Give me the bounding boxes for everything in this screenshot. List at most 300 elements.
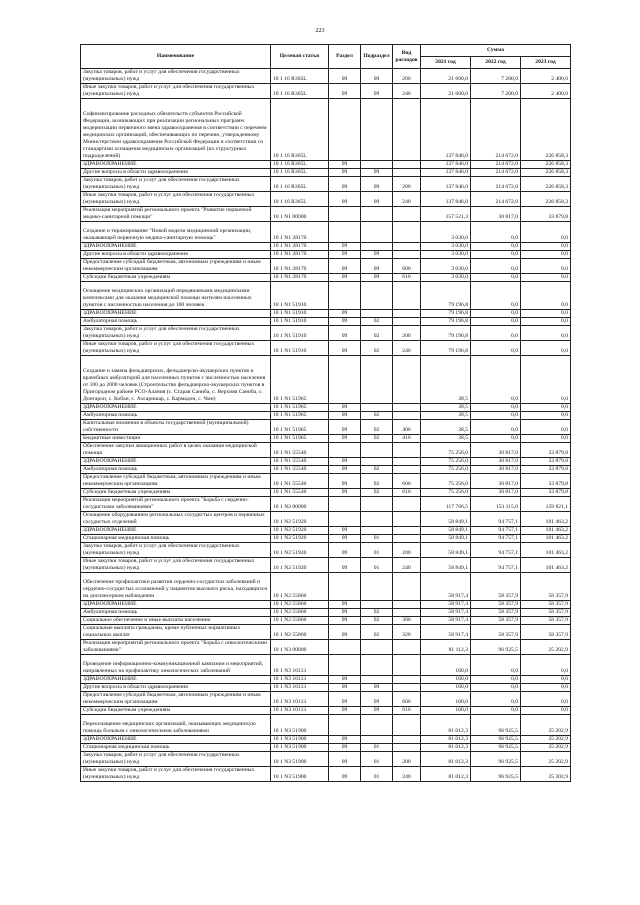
header-year-2021: 2021 год bbox=[421, 57, 471, 69]
cell-sum-2023: 0,0 bbox=[521, 243, 571, 251]
cell-name: Реализация мероприятий регионального проекта "Борьба с онкологическими заболеваниями" bbox=[81, 640, 271, 655]
cell-section bbox=[329, 443, 361, 458]
cell-subsection: 02 bbox=[361, 474, 393, 489]
cell-name: Иные закупки товаров, работ и услуг для обеспечения государственных (муниципальных) нужд bbox=[81, 84, 271, 99]
cell-sum-2023: 0,0 bbox=[521, 274, 571, 282]
cell-sum-2021: 137 846,0 bbox=[421, 161, 471, 169]
cell-target-article: 10 1 16 R365L bbox=[271, 161, 329, 169]
cell-name: ЗДРАВООХРАНЕНИЕ bbox=[81, 736, 271, 744]
cell-sum-2021: 75 256,0 bbox=[421, 443, 471, 458]
cell-sum-2022: 0,0 bbox=[471, 404, 521, 412]
cell-sum-2021: 58 917,4 bbox=[421, 601, 471, 609]
cell-sum-2023: 226 858,3 bbox=[521, 177, 571, 192]
cell-section: 09 bbox=[329, 676, 361, 684]
cell-name: Иные закупки товаров, работ и услуг для обеспечения государственных (муниципальных) нужд bbox=[81, 767, 271, 782]
cell-sum-2022: 0,0 bbox=[471, 310, 521, 318]
cell-name: Предоставление субсидий бюджетным, автономным учреждениям и иным некоммерческим организациям bbox=[81, 259, 271, 274]
cell-sum-2023: 0,0 bbox=[521, 282, 571, 310]
cell-sum-2023: 0,0 bbox=[521, 222, 571, 243]
cell-subsection bbox=[361, 458, 393, 466]
cell-sum-2023: 25 202,9 bbox=[521, 744, 571, 752]
cell-name: ЗДРАВООХРАНЕНИЕ bbox=[81, 404, 271, 412]
cell-target-article: 10 1 N1 51965 bbox=[271, 412, 329, 420]
cell-expense-type bbox=[393, 609, 421, 617]
cell-name: ЗДРАВООХРАНЕНИЕ bbox=[81, 676, 271, 684]
cell-section: 09 bbox=[329, 404, 361, 412]
cell-expense-type: 600 bbox=[393, 692, 421, 707]
table-row bbox=[81, 169, 571, 177]
cell-sum-2023: 58 357,9 bbox=[521, 573, 571, 601]
cell-name: Предоставление субсидий бюджетным, автономным учреждениям и иным некоммерческим организациям bbox=[81, 692, 271, 707]
table-row bbox=[81, 251, 571, 259]
cell-section: 09 bbox=[329, 752, 361, 767]
cell-sum-2022: 30 817,0 bbox=[471, 207, 521, 222]
cell-sum-2022: 0,0 bbox=[471, 707, 521, 715]
cell-section: 09 bbox=[329, 744, 361, 752]
cell-sum-2023: 0,0 bbox=[521, 310, 571, 318]
table-row bbox=[81, 274, 571, 282]
cell-sum-2022: 96 925,5 bbox=[471, 752, 521, 767]
cell-subsection: 01 bbox=[361, 744, 393, 752]
table-row bbox=[81, 715, 571, 736]
cell-section: 09 bbox=[329, 177, 361, 192]
table-row bbox=[81, 474, 571, 489]
cell-subsection: 09 bbox=[361, 192, 393, 207]
cell-sum-2021: 79 196,8 bbox=[421, 310, 471, 318]
cell-sum-2023: 25 202,9 bbox=[521, 715, 571, 736]
cell-section bbox=[329, 512, 361, 527]
cell-sum-2022: 96 925,5 bbox=[471, 715, 521, 736]
cell-name: Переоснащение медицинских организаций, оказывающих медицинскую помощь больным с онкологическими заболеваниями bbox=[81, 715, 271, 736]
cell-sum-2021: 38,5 bbox=[421, 420, 471, 435]
cell-sum-2023: 226 858,3 bbox=[521, 192, 571, 207]
cell-subsection bbox=[361, 207, 393, 222]
cell-sum-2023: 25 202,9 bbox=[521, 752, 571, 767]
cell-name: Закупка товаров, работ и услуг для обеспечения государственных (муниципальных) нужд bbox=[81, 543, 271, 558]
cell-sum-2022: 30 817,0 bbox=[471, 458, 521, 466]
cell-sum-2022: 58 357,9 bbox=[471, 625, 521, 640]
cell-name: Софинансирование расходных обязательств субъектов Российской Федерации, возникающих при реализации региональных программ модернизации первичного звена здравоохранения в соответствии с перечнем медицинских организаций, обеспечивающих по перечню, утвержденному Министерством здравоохранения Российской Федерации в соответствии со стандартами оснащения медицинских организаций (их структурных подразделений) bbox=[81, 99, 271, 161]
cell-target-article: 10 1 N1 28170 bbox=[271, 274, 329, 282]
table-row bbox=[81, 458, 571, 466]
cell-target-article: 10 1 16 R365L bbox=[271, 84, 329, 99]
cell-sum-2023: 0,0 bbox=[521, 326, 571, 341]
cell-target-article: 10 1 N1 28170 bbox=[271, 259, 329, 274]
cell-target-article: 10 1 N3 51900 bbox=[271, 752, 329, 767]
cell-sum-2023: 101 463,2 bbox=[521, 558, 571, 573]
cell-section: 09 bbox=[329, 736, 361, 744]
cell-subsection bbox=[361, 404, 393, 412]
cell-sum-2021: 137 846,0 bbox=[421, 99, 471, 161]
cell-sum-2021: 75 256,0 bbox=[421, 489, 471, 497]
header-name: Наименование bbox=[81, 45, 271, 69]
cell-target-article: 10 1 N1 51910 bbox=[271, 341, 329, 356]
table-row bbox=[81, 310, 571, 318]
table-row bbox=[81, 676, 571, 684]
cell-name: ЗДРАВООХРАНЕНИЕ bbox=[81, 310, 271, 318]
cell-subsection bbox=[361, 601, 393, 609]
cell-sum-2023: 101 463,2 bbox=[521, 527, 571, 535]
cell-sum-2022: 0,0 bbox=[471, 412, 521, 420]
cell-subsection: 09 bbox=[361, 69, 393, 84]
cell-expense-type: 200 bbox=[393, 177, 421, 192]
cell-sum-2022: 0,0 bbox=[471, 676, 521, 684]
table-row bbox=[81, 282, 571, 310]
table-row bbox=[81, 435, 571, 443]
cell-name: ЗДРАВООХРАНЕНИЕ bbox=[81, 601, 271, 609]
table-row bbox=[81, 356, 571, 404]
cell-sum-2022: 58 357,9 bbox=[471, 617, 521, 625]
cell-section: 09 bbox=[329, 192, 361, 207]
cell-section: 09 bbox=[329, 251, 361, 259]
cell-sum-2021: 81 012,3 bbox=[421, 736, 471, 744]
cell-sum-2021: 81 112,3 bbox=[421, 640, 471, 655]
cell-subsection bbox=[361, 222, 393, 243]
cell-section: 09 bbox=[329, 489, 361, 497]
table-row bbox=[81, 69, 571, 84]
header-target-article: Целевая статья bbox=[271, 45, 329, 69]
cell-sum-2022: 96 925,5 bbox=[471, 736, 521, 744]
table-row bbox=[81, 161, 571, 169]
cell-sum-2021: 79 196,8 bbox=[421, 326, 471, 341]
cell-sum-2023: 226 858,3 bbox=[521, 161, 571, 169]
cell-subsection: 01 bbox=[361, 752, 393, 767]
cell-sum-2022: 96 925,5 bbox=[471, 640, 521, 655]
cell-sum-2023: 33 879,8 bbox=[521, 443, 571, 458]
cell-sum-2022: 58 357,9 bbox=[471, 601, 521, 609]
cell-expense-type bbox=[393, 715, 421, 736]
cell-subsection: 09 bbox=[361, 251, 393, 259]
cell-subsection bbox=[361, 676, 393, 684]
cell-section: 09 bbox=[329, 259, 361, 274]
cell-sum-2021: 58 849,1 bbox=[421, 527, 471, 535]
cell-expense-type bbox=[393, 640, 421, 655]
cell-subsection bbox=[361, 640, 393, 655]
cell-expense-type: 610 bbox=[393, 489, 421, 497]
cell-expense-type: 610 bbox=[393, 707, 421, 715]
cell-sum-2022: 58 357,9 bbox=[471, 609, 521, 617]
cell-name: Оснащение оборудованием региональных сосудистых центров и первичных сосудистых отделений bbox=[81, 512, 271, 527]
table-row bbox=[81, 420, 571, 435]
table-row bbox=[81, 412, 571, 420]
cell-sum-2021: 79 196,8 bbox=[421, 318, 471, 326]
table-row bbox=[81, 543, 571, 558]
cell-subsection bbox=[361, 497, 393, 512]
cell-sum-2023: 2 400,0 bbox=[521, 69, 571, 84]
table-row bbox=[81, 207, 571, 222]
cell-expense-type bbox=[393, 684, 421, 692]
cell-sum-2021: 81 012,3 bbox=[421, 767, 471, 782]
cell-sum-2021: 81 012,3 bbox=[421, 752, 471, 767]
cell-subsection bbox=[361, 443, 393, 458]
cell-subsection: 01 bbox=[361, 535, 393, 543]
cell-subsection: 02 bbox=[361, 326, 393, 341]
cell-expense-type bbox=[393, 207, 421, 222]
cell-sum-2021: 75 256,0 bbox=[421, 458, 471, 466]
cell-section bbox=[329, 655, 361, 676]
cell-sum-2023: 101 463,2 bbox=[521, 512, 571, 527]
cell-subsection bbox=[361, 527, 393, 535]
cell-sum-2022: 0,0 bbox=[471, 222, 521, 243]
cell-expense-type bbox=[393, 527, 421, 535]
cell-sum-2021: 137 846,0 bbox=[421, 177, 471, 192]
cell-sum-2021: 58 849,1 bbox=[421, 512, 471, 527]
table-row bbox=[81, 318, 571, 326]
table-row bbox=[81, 99, 571, 161]
table-row bbox=[81, 684, 571, 692]
cell-subsection: 09 bbox=[361, 707, 393, 715]
cell-section: 09 bbox=[329, 707, 361, 715]
cell-expense-type bbox=[393, 744, 421, 752]
table-row bbox=[81, 341, 571, 356]
cell-expense-type bbox=[393, 251, 421, 259]
cell-section: 09 bbox=[329, 310, 361, 318]
cell-sum-2022: 0,0 bbox=[471, 251, 521, 259]
cell-sum-2023: 0,0 bbox=[521, 420, 571, 435]
cell-target-article: 10 1 N2 51920 bbox=[271, 558, 329, 573]
cell-sum-2022: 153 115,0 bbox=[471, 497, 521, 512]
table-row bbox=[81, 625, 571, 640]
cell-sum-2022: 7 200,0 bbox=[471, 84, 521, 99]
cell-expense-type: 600 bbox=[393, 474, 421, 489]
cell-expense-type: 240 bbox=[393, 558, 421, 573]
cell-section: 09 bbox=[329, 169, 361, 177]
cell-section: 09 bbox=[329, 412, 361, 420]
cell-subsection: 02 bbox=[361, 609, 393, 617]
cell-target-article: 10 1 N1 55540 bbox=[271, 458, 329, 466]
cell-sum-2023: 25 202,9 bbox=[521, 640, 571, 655]
cell-target-article: 10 1 N3 00000 bbox=[271, 640, 329, 655]
table-row bbox=[81, 497, 571, 512]
cell-subsection bbox=[361, 655, 393, 676]
cell-target-article: 10 1 N1 00000 bbox=[271, 207, 329, 222]
cell-name: Закупка товаров, работ и услуг для обеспечения государственных (муниципальных) нужд bbox=[81, 69, 271, 84]
cell-name: Амбулаторная помощь bbox=[81, 412, 271, 420]
cell-section: 09 bbox=[329, 341, 361, 356]
cell-name: Субсидии бюджетным учреждениям bbox=[81, 707, 271, 715]
cell-sum-2021: 79 196,8 bbox=[421, 282, 471, 310]
cell-expense-type: 240 bbox=[393, 84, 421, 99]
cell-name: Обеспечение закупки авиационных работ в целях оказания медицинской помощи bbox=[81, 443, 271, 458]
table-row bbox=[81, 707, 571, 715]
cell-sum-2022: 94 757,1 bbox=[471, 535, 521, 543]
cell-sum-2022: 30 817,0 bbox=[471, 489, 521, 497]
cell-section: 09 bbox=[329, 558, 361, 573]
cell-subsection: 02 bbox=[361, 420, 393, 435]
budget-table bbox=[80, 44, 571, 782]
cell-sum-2022: 0,0 bbox=[471, 318, 521, 326]
table-row bbox=[81, 259, 571, 274]
cell-section: 09 bbox=[329, 625, 361, 640]
cell-sum-2022: 96 925,5 bbox=[471, 767, 521, 782]
cell-subsection: 02 bbox=[361, 617, 393, 625]
cell-sum-2023: 0,0 bbox=[521, 655, 571, 676]
cell-sum-2021: 79 196,8 bbox=[421, 341, 471, 356]
cell-subsection: 09 bbox=[361, 177, 393, 192]
cell-section: 09 bbox=[329, 274, 361, 282]
cell-target-article: 10 1 N1 51965 bbox=[271, 356, 329, 404]
cell-section bbox=[329, 497, 361, 512]
cell-target-article: 10 1 N3 10113 bbox=[271, 655, 329, 676]
cell-sum-2023: 2 400,0 bbox=[521, 84, 571, 99]
cell-expense-type: 600 bbox=[393, 259, 421, 274]
cell-sum-2022: 94 757,1 bbox=[471, 543, 521, 558]
cell-sum-2023: 25 202,9 bbox=[521, 767, 571, 782]
cell-name: Иные закупки товаров, работ и услуг для обеспечения государственных (муниципальных) нужд bbox=[81, 558, 271, 573]
cell-expense-type: 200 bbox=[393, 543, 421, 558]
table-row bbox=[81, 640, 571, 655]
cell-target-article: 10 1 N1 51910 bbox=[271, 326, 329, 341]
header-subsection: Подраздел bbox=[361, 45, 393, 69]
header-year-2023: 2023 год bbox=[521, 57, 571, 69]
cell-expense-type bbox=[393, 161, 421, 169]
cell-sum-2022: 30 817,0 bbox=[471, 466, 521, 474]
cell-target-article: 10 1 N1 28170 bbox=[271, 222, 329, 243]
cell-expense-type bbox=[393, 601, 421, 609]
cell-sum-2023: 33 879,8 bbox=[521, 489, 571, 497]
cell-subsection: 02 bbox=[361, 466, 393, 474]
cell-target-article: 10 1 N1 55540 bbox=[271, 474, 329, 489]
cell-expense-type bbox=[393, 458, 421, 466]
cell-target-article: 10 1 N2 55860 bbox=[271, 625, 329, 640]
cell-sum-2022: 94 757,1 bbox=[471, 558, 521, 573]
table-row bbox=[81, 489, 571, 497]
table-row bbox=[81, 752, 571, 767]
cell-sum-2022: 0,0 bbox=[471, 341, 521, 356]
table-row bbox=[81, 767, 571, 782]
cell-name: Проведение информационно-коммуникационной кампании и мероприятий, направленных на профилактику онкологических заболеваний bbox=[81, 655, 271, 676]
cell-subsection: 01 bbox=[361, 558, 393, 573]
cell-subsection bbox=[361, 573, 393, 601]
cell-sum-2021: 100,0 bbox=[421, 692, 471, 707]
cell-subsection: 09 bbox=[361, 274, 393, 282]
cell-sum-2022: 0,0 bbox=[471, 326, 521, 341]
cell-name: Другие вопросы в области здравоохранения bbox=[81, 684, 271, 692]
cell-name: Закупка товаров, работ и услуг для обеспечения государственных (муниципальных) нужд bbox=[81, 752, 271, 767]
header-section: Раздел bbox=[329, 45, 361, 69]
cell-sum-2023: 58 357,9 bbox=[521, 625, 571, 640]
cell-sum-2021: 58 917,4 bbox=[421, 625, 471, 640]
cell-sum-2023: 159 821,1 bbox=[521, 497, 571, 512]
cell-expense-type: 240 bbox=[393, 767, 421, 782]
cell-name: Социальные выплаты гражданам, кроме публичных нормативных социальных выплат bbox=[81, 625, 271, 640]
cell-name: Предоставление субсидий бюджетным, автономным учреждениям и иным некоммерческим организациям bbox=[81, 474, 271, 489]
cell-sum-2021: 137 846,0 bbox=[421, 192, 471, 207]
cell-expense-type bbox=[393, 412, 421, 420]
cell-name: Создание и замена фельдшерских, фельдшерско-акушерских пунктов и врачебных амбулаторий для населенных пунктов с численностью населения от 100 до 2000 человек (Строительство фельдшерско-акушерских пунктов в Пригородном районе РСО-Алания (с. Старая Саниба, с. Верхняя Саниба, с. Донгарон, с. Кобан, с. Ахсаришар, с. Кармадон, с. Чми) bbox=[81, 356, 271, 404]
cell-sum-2022: 214 672,0 bbox=[471, 192, 521, 207]
cell-sum-2021: 58 917,4 bbox=[421, 609, 471, 617]
table-row bbox=[81, 512, 571, 527]
cell-sum-2022: 214 672,0 bbox=[471, 169, 521, 177]
cell-target-article: 10 1 N2 51920 bbox=[271, 535, 329, 543]
cell-name: Другие вопросы в области здравоохранения bbox=[81, 169, 271, 177]
cell-sum-2022: 0,0 bbox=[471, 684, 521, 692]
cell-sum-2023: 0,0 bbox=[521, 318, 571, 326]
cell-subsection bbox=[361, 243, 393, 251]
cell-name: ЗДРАВООХРАНЕНИЕ bbox=[81, 527, 271, 535]
cell-section: 09 bbox=[329, 474, 361, 489]
cell-section: 09 bbox=[329, 601, 361, 609]
cell-sum-2022: 30 817,0 bbox=[471, 443, 521, 458]
cell-sum-2021: 137 846,0 bbox=[421, 169, 471, 177]
cell-expense-type bbox=[393, 356, 421, 404]
cell-name: Реализация мероприятий регионального проекта "Развитие первичной медико-санитарной помощи" bbox=[81, 207, 271, 222]
cell-sum-2021: 81 012,3 bbox=[421, 715, 471, 736]
cell-sum-2023: 226 858,3 bbox=[521, 99, 571, 161]
cell-name: Стационарная медицинская помощь bbox=[81, 535, 271, 543]
cell-subsection: 02 bbox=[361, 435, 393, 443]
table-row bbox=[81, 692, 571, 707]
cell-section: 09 bbox=[329, 692, 361, 707]
cell-expense-type bbox=[393, 222, 421, 243]
table-row bbox=[81, 617, 571, 625]
cell-subsection: 02 bbox=[361, 625, 393, 640]
cell-section bbox=[329, 99, 361, 161]
cell-expense-type: 320 bbox=[393, 625, 421, 640]
cell-target-article: 10 1 N3 51900 bbox=[271, 744, 329, 752]
cell-subsection: 01 bbox=[361, 767, 393, 782]
cell-subsection bbox=[361, 512, 393, 527]
cell-expense-type bbox=[393, 655, 421, 676]
table-row bbox=[81, 609, 571, 617]
cell-sum-2022: 0,0 bbox=[471, 243, 521, 251]
cell-subsection bbox=[361, 99, 393, 161]
cell-sum-2021: 58 849,1 bbox=[421, 535, 471, 543]
cell-section: 09 bbox=[329, 84, 361, 99]
cell-sum-2021: 58 917,4 bbox=[421, 617, 471, 625]
cell-sum-2022: 94 757,1 bbox=[471, 527, 521, 535]
cell-expense-type: 200 bbox=[393, 752, 421, 767]
cell-expense-type bbox=[393, 736, 421, 744]
cell-section bbox=[329, 356, 361, 404]
cell-target-article: 10 1 N2 51920 bbox=[271, 543, 329, 558]
cell-section: 09 bbox=[329, 318, 361, 326]
cell-subsection: 02 bbox=[361, 412, 393, 420]
cell-section bbox=[329, 573, 361, 601]
page-number: 223 bbox=[315, 28, 325, 34]
cell-expense-type bbox=[393, 99, 421, 161]
cell-sum-2021: 3 030,0 bbox=[421, 274, 471, 282]
cell-sum-2023: 0,0 bbox=[521, 259, 571, 274]
cell-sum-2023: 0,0 bbox=[521, 341, 571, 356]
table-header bbox=[81, 45, 571, 69]
cell-sum-2021: 3 030,0 bbox=[421, 251, 471, 259]
cell-section: 09 bbox=[329, 684, 361, 692]
cell-expense-type bbox=[393, 443, 421, 458]
table-row bbox=[81, 84, 571, 99]
cell-expense-type: 240 bbox=[393, 192, 421, 207]
cell-name: Иные закупки товаров, работ и услуг для обеспечения государственных (муниципальных) нужд bbox=[81, 341, 271, 356]
cell-expense-type: 410 bbox=[393, 435, 421, 443]
cell-sum-2023: 0,0 bbox=[521, 356, 571, 404]
cell-sum-2021: 81 012,3 bbox=[421, 744, 471, 752]
cell-section: 09 bbox=[329, 326, 361, 341]
cell-expense-type bbox=[393, 282, 421, 310]
cell-sum-2022: 0,0 bbox=[471, 274, 521, 282]
cell-name: Иные закупки товаров, работ и услуг для обеспечения государственных (муниципальных) нужд bbox=[81, 192, 271, 207]
cell-sum-2022: 214 672,0 bbox=[471, 177, 521, 192]
cell-sum-2021: 21 600,0 bbox=[421, 84, 471, 99]
cell-section: 09 bbox=[329, 543, 361, 558]
header-year-2022: 2022 год bbox=[471, 57, 521, 69]
cell-section: 09 bbox=[329, 435, 361, 443]
cell-subsection bbox=[361, 282, 393, 310]
cell-name: Другие вопросы в области здравоохранения bbox=[81, 251, 271, 259]
cell-sum-2022: 58 357,9 bbox=[471, 573, 521, 601]
cell-expense-type bbox=[393, 512, 421, 527]
cell-target-article: 10 1 N2 51920 bbox=[271, 527, 329, 535]
